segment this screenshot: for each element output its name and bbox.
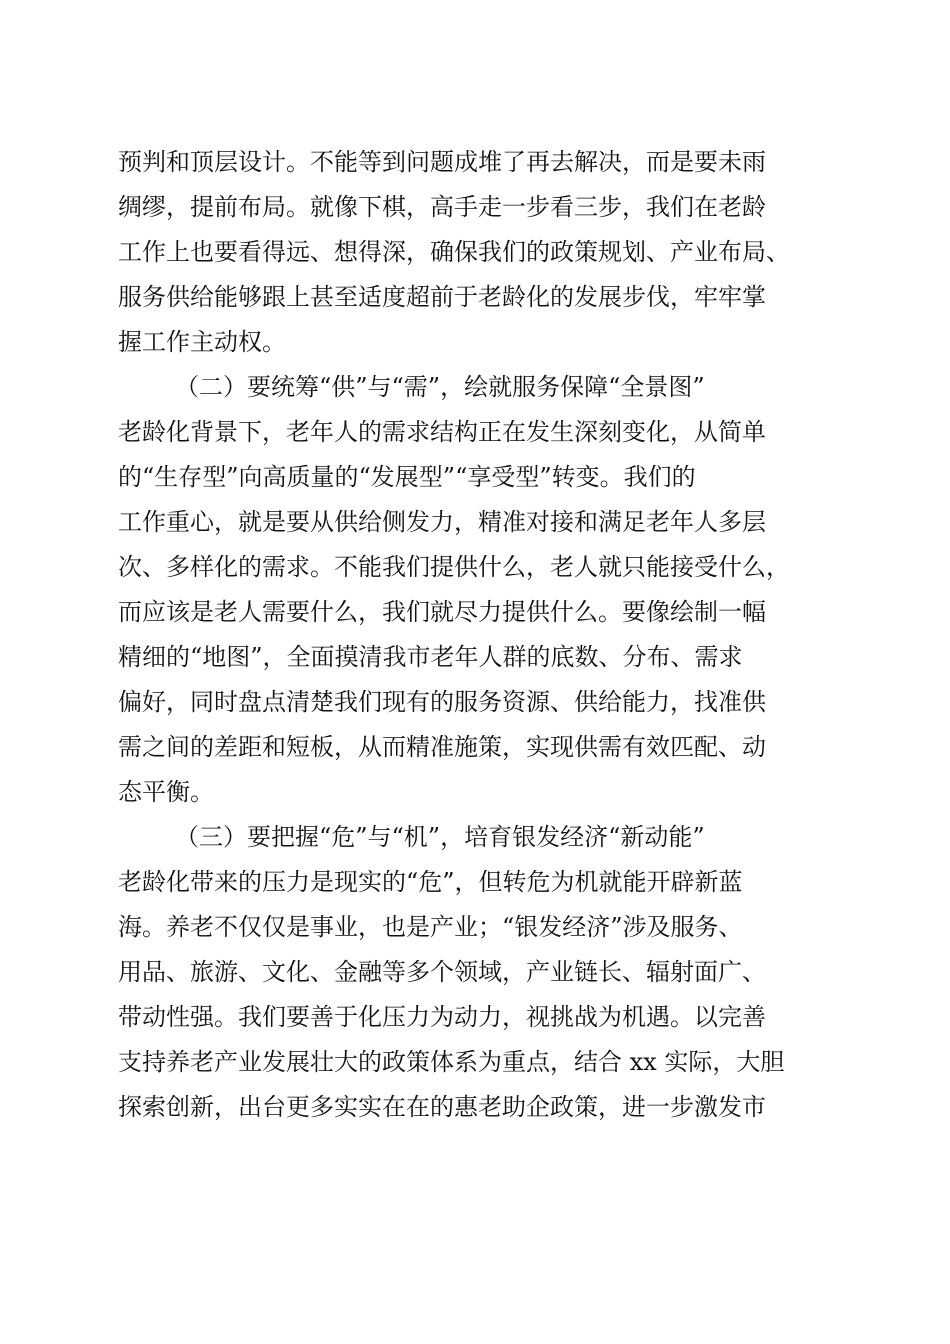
body-text-line: 用品、旅游、文化、金融等多个领域，产业链长、辐射面广、 (118, 958, 766, 986)
body-text-line: 预判和顶层设计。不能等到问题成堆了再去解决，而是要未雨 (118, 148, 766, 176)
document-body (118, 140, 834, 1130)
body-text-line: 态平衡。 (118, 778, 214, 806)
body-text-line: 精细的“地图”，全面摸清我市老年人群的底数、分布、需求 (118, 643, 743, 671)
body-text-line: 老龄化带来的压力是现实的“危”，但转危为机就能开辟新蓝 (118, 868, 743, 896)
body-text-line: 而应该是老人需要什么，我们就尽力提供什么。要像绘制一幅 (118, 598, 766, 626)
body-text-line: 老龄化背景下，老年人的需求结构正在发生深刻变化，从简单 (118, 418, 766, 446)
body-text-line: 带动性强。我们要善于化压力为动力，视挑战为机遇。以完善 (118, 1003, 766, 1031)
body-text-line: 探索创新，出台更多实实在在的惠老助企政策，进一步激发市 (118, 1093, 766, 1121)
body-text-line: 次、多样化的需求。不能我们提供什么，老人就只能接受什么， (118, 553, 790, 581)
body-text-line: 需之间的差距和短板，从而精准施策，实现供需有效匹配、动 (118, 733, 766, 761)
body-text-line: 服务供给能够跟上甚至适度超前于老龄化的发展步伐，牢牢掌 (118, 283, 766, 311)
body-text-line: 海。养老不仅仅是事业，也是产业；“银发经济”涉及服务、 (118, 913, 743, 941)
body-text-line: 支持养老产业发展壮大的政策体系为重点，结合 xx 实际，大胆 (118, 1048, 785, 1076)
body-text-line: 握工作主动权。 (118, 328, 286, 356)
body-text-line: 工作重心，就是要从供给侧发力，精准对接和满足老年人多层 (118, 508, 766, 536)
section-heading-line: （二）要统筹“供”与“需”，绘就服务保障“全景图” (175, 373, 705, 401)
body-text-line: 工作上也要看得远、想得深，确保我们的政策规划、产业布局、 (118, 238, 790, 266)
section-heading-line: （三）要把握“危”与“机”，培育银发经济“新动能” (175, 823, 705, 851)
body-text-line: 绸缪，提前布局。就像下棋，高手走一步看三步，我们在老龄 (118, 193, 766, 221)
body-text-line: 的“生存型”向高质量的“发展型”“享受型”转变。我们的 (118, 463, 696, 491)
body-text-line: 偏好，同时盘点清楚我们现有的服务资源、供给能力，找准供 (118, 688, 766, 716)
